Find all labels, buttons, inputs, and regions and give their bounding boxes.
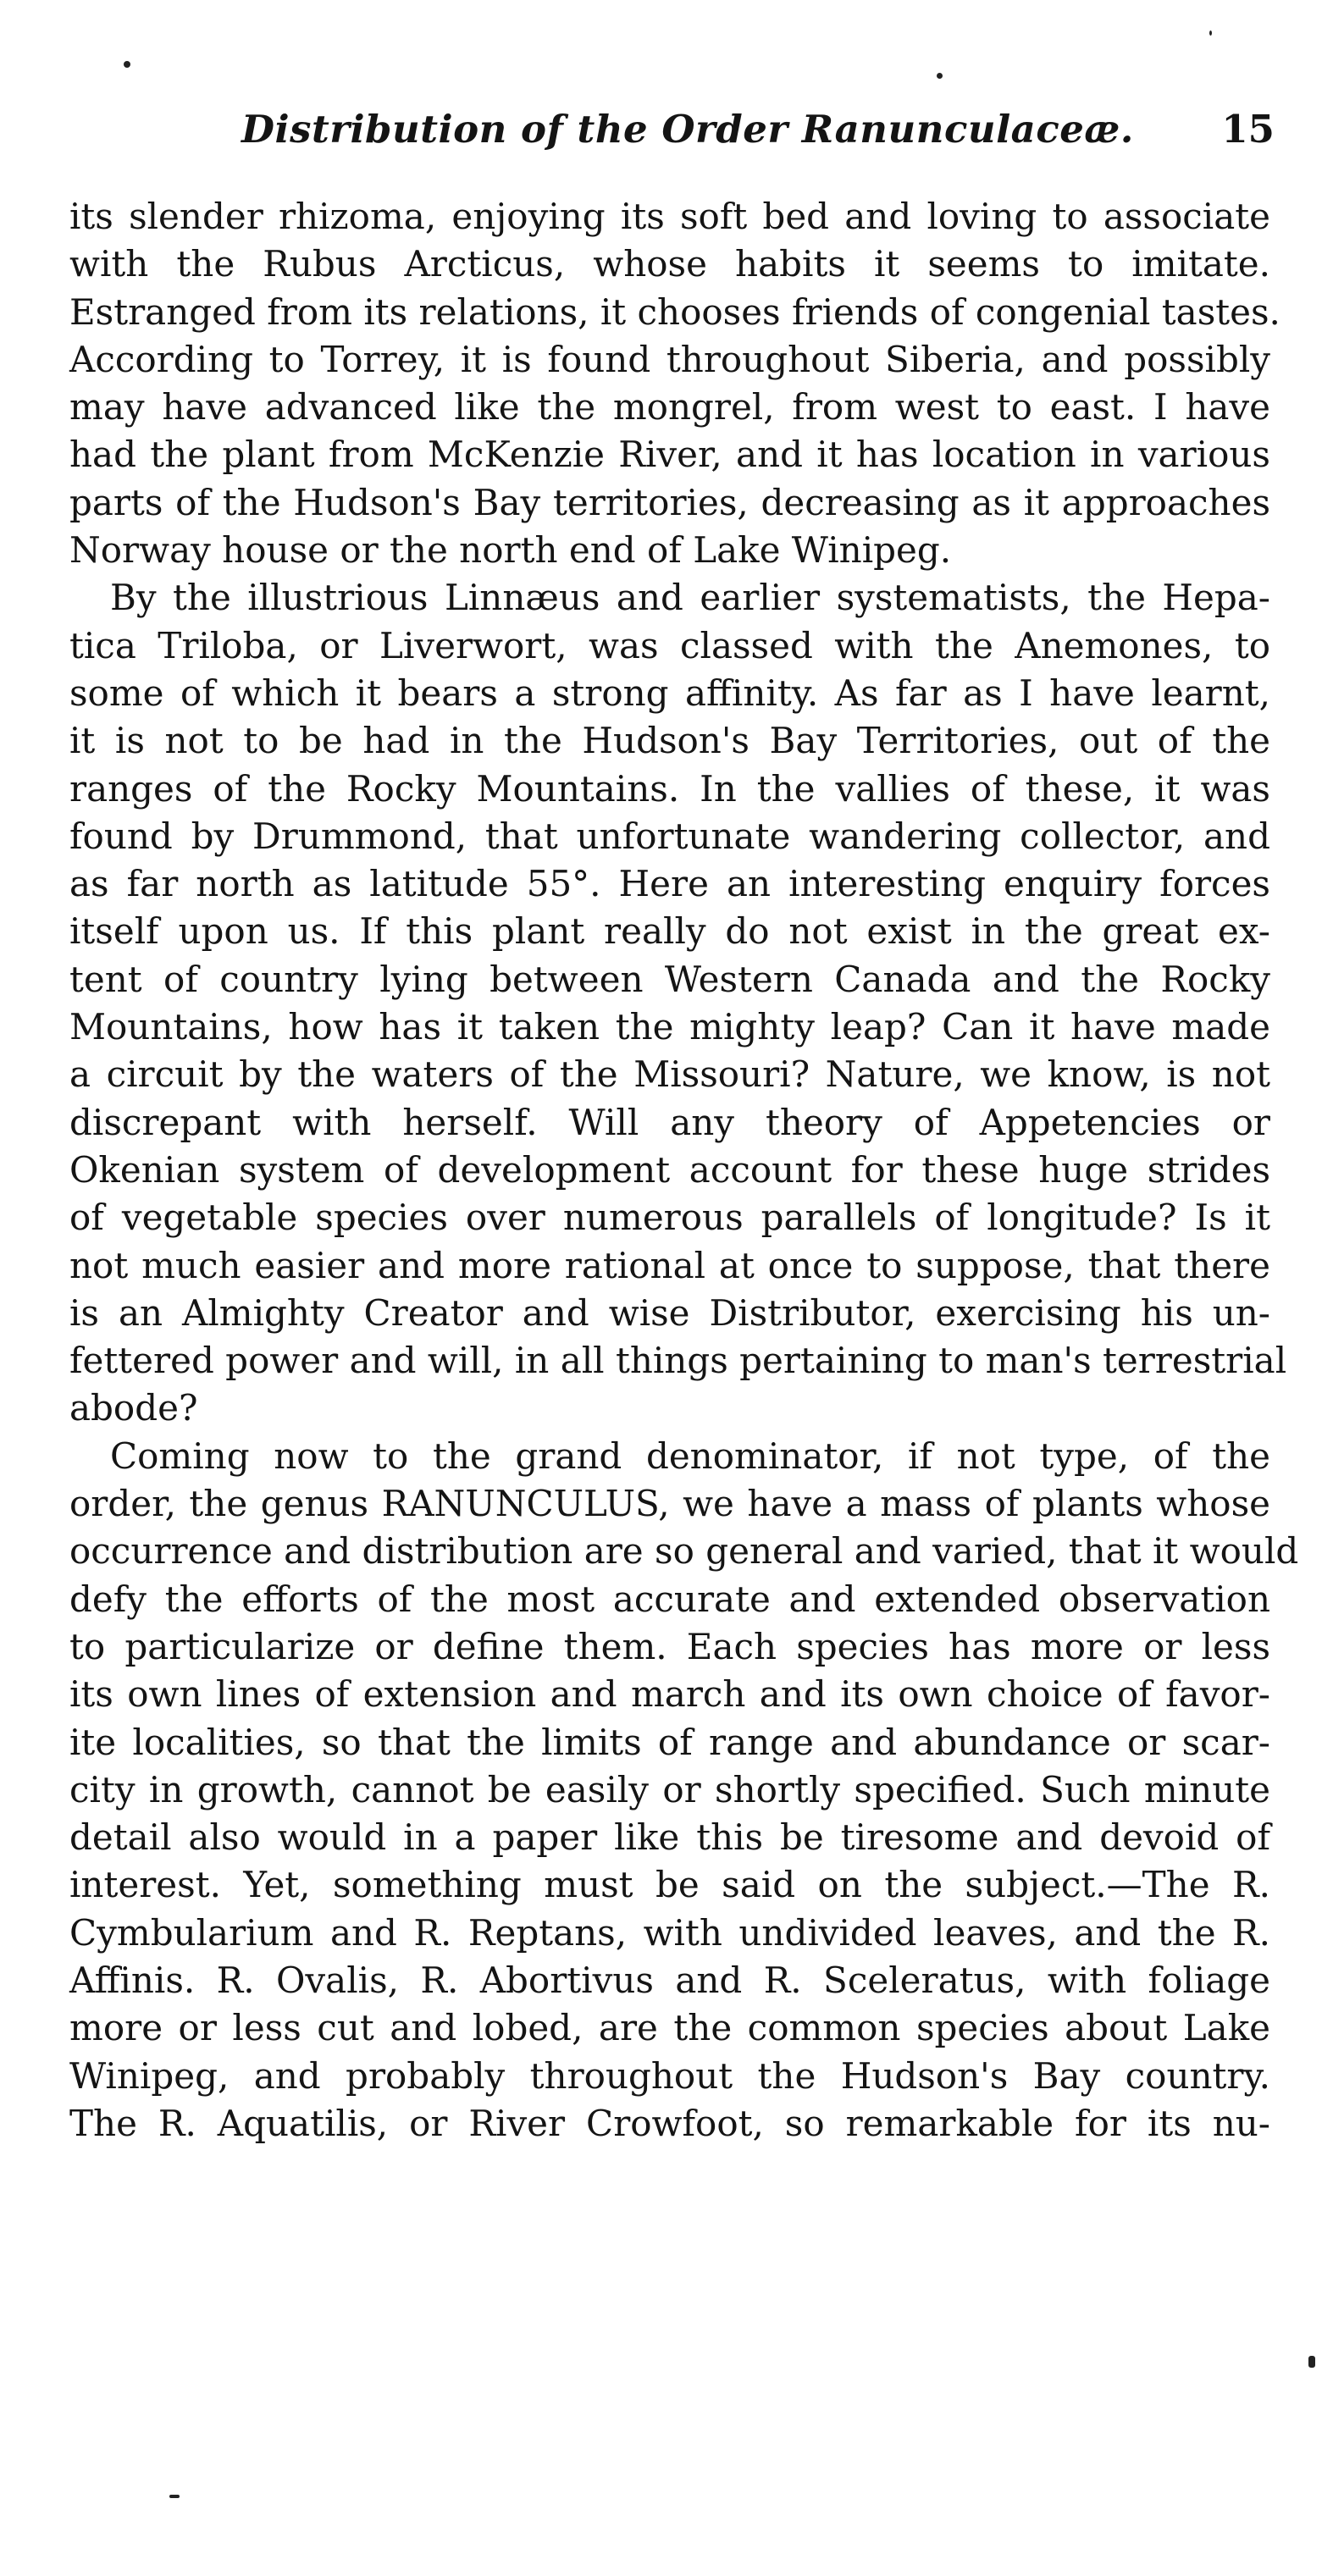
ink-speck — [1209, 30, 1212, 36]
text-line: tica Triloba, or Liverwort, was classed with the Anemones, to — [69, 624, 1270, 666]
text-line: is an Almighty Creator and wise Distributor, exercising his un- — [69, 1291, 1270, 1334]
text-line: its own lines of extension and march and its own choice of favor- — [69, 1673, 1270, 1716]
ink-speck — [1308, 2356, 1315, 2368]
text-line: more or less cut and lobed, are the common species about Lake — [69, 2007, 1270, 2049]
ink-speck — [124, 61, 130, 68]
text-line: some of which it bears a strong affinity. As far as I have learnt, — [69, 672, 1270, 714]
text-line: interest. Yet, something must be said on the subject.—The R. — [69, 1864, 1270, 1906]
text-line: its slender rhizoma, enjoying its soft bed and loving to associate — [69, 196, 1270, 237]
text-line: to particularize or define them. Each species has more or less — [69, 1625, 1270, 1667]
running-header — [241, 100, 1275, 159]
text-line: had the plant from McKenzie River, and it has location in various — [69, 434, 1270, 476]
text-line: Okenian system of development account for these huge strides — [69, 1148, 1270, 1191]
text-line: Coming now to the grand denominator, if not type, of the — [110, 1434, 1270, 1477]
text-line: occurrence and distribution are so general and varied, that it would — [69, 1530, 1299, 1573]
page-number: 15 — [1221, 107, 1275, 152]
text-line: with the Rubus Arcticus, whose habits it seems to imitate. — [69, 243, 1270, 285]
text-line: of vegetable species over numerous parallels of longitude? Is it — [69, 1197, 1270, 1239]
text-line: According to Torrey, it is found throughout Siberia, and possibly — [69, 338, 1270, 380]
text-line: ranges of the Rocky Mountains. In the vallies of these, it was — [69, 767, 1270, 810]
text-line: city in growth, cannot be easily or shortly specified. Such minute — [69, 1768, 1270, 1810]
text-line: may have advanced like the mongrel, from west to east. I have — [69, 386, 1270, 428]
ink-speck — [169, 2495, 180, 2498]
text-line: a circuit by the waters of the Missouri? Nature, we know, is not — [69, 1053, 1270, 1096]
text-line: as far north as latitude 55°. Here an interesting enquiry forces — [69, 863, 1270, 905]
text-line: found by Drummond, that unfortunate wandering collector, and — [69, 815, 1270, 857]
text-line: Winipeg, and probably throughout the Hudson's Bay country. — [69, 2054, 1270, 2097]
text-line: discrepant with herself. Will any theory of Appetencies or — [69, 1101, 1270, 1143]
text-line: parts of the Hudson's Bay territories, decreasing as it approaches — [69, 481, 1270, 523]
text-line: detail also would in a paper like this be tiresome and devoid of — [69, 1816, 1270, 1859]
text-line: ite localities, so that the limits of range and abundance or scar- — [69, 1721, 1270, 1763]
text-line: itself upon us. If this plant really do not exist in the great ex- — [69, 910, 1270, 953]
text-line: it is not to be had in the Hudson's Bay Territories, out of the — [69, 720, 1270, 762]
text-line: Norway house or the north end of Lake Winipeg. — [69, 529, 952, 572]
text-line: defy the efforts of the most accurate and extended observation — [69, 1578, 1270, 1620]
ink-speck — [937, 73, 943, 79]
text-line: Cymbularium and R. Reptans, with undivided leaves, and the R. — [69, 1911, 1270, 1954]
running-title: Distribution of the Order Ranunculaceæ. — [241, 107, 1134, 152]
text-line: By the illustrious Linnæus and earlier systematists, the Hepa- — [110, 577, 1270, 619]
text-line: fettered power and will, in all things pertaining to man's terrestrial — [69, 1340, 1287, 1382]
text-line: abode? — [69, 1387, 198, 1429]
text-line: order, the genus RANUNCULUS, we have a mass of plants whose — [69, 1483, 1270, 1525]
text-line: not much easier and more rational at once to suppose, that there — [69, 1244, 1270, 1286]
text-line: tent of country lying between Western Canada and the Rocky — [69, 958, 1270, 1000]
text-line: Estranged from its relations, it chooses friends of congenial tastes. — [69, 290, 1280, 333]
body-text — [69, 193, 1299, 2148]
text-line: The R. Aquatilis, or River Crowfoot, so remarkable for its nu- — [69, 2102, 1270, 2144]
text-line: Mountains, how has it taken the mighty leap? Can it have made — [69, 1006, 1270, 1048]
text-line: Affinis. R. Ovalis, R. Abortivus and R. Sceleratus, with foliage — [69, 1959, 1270, 2001]
